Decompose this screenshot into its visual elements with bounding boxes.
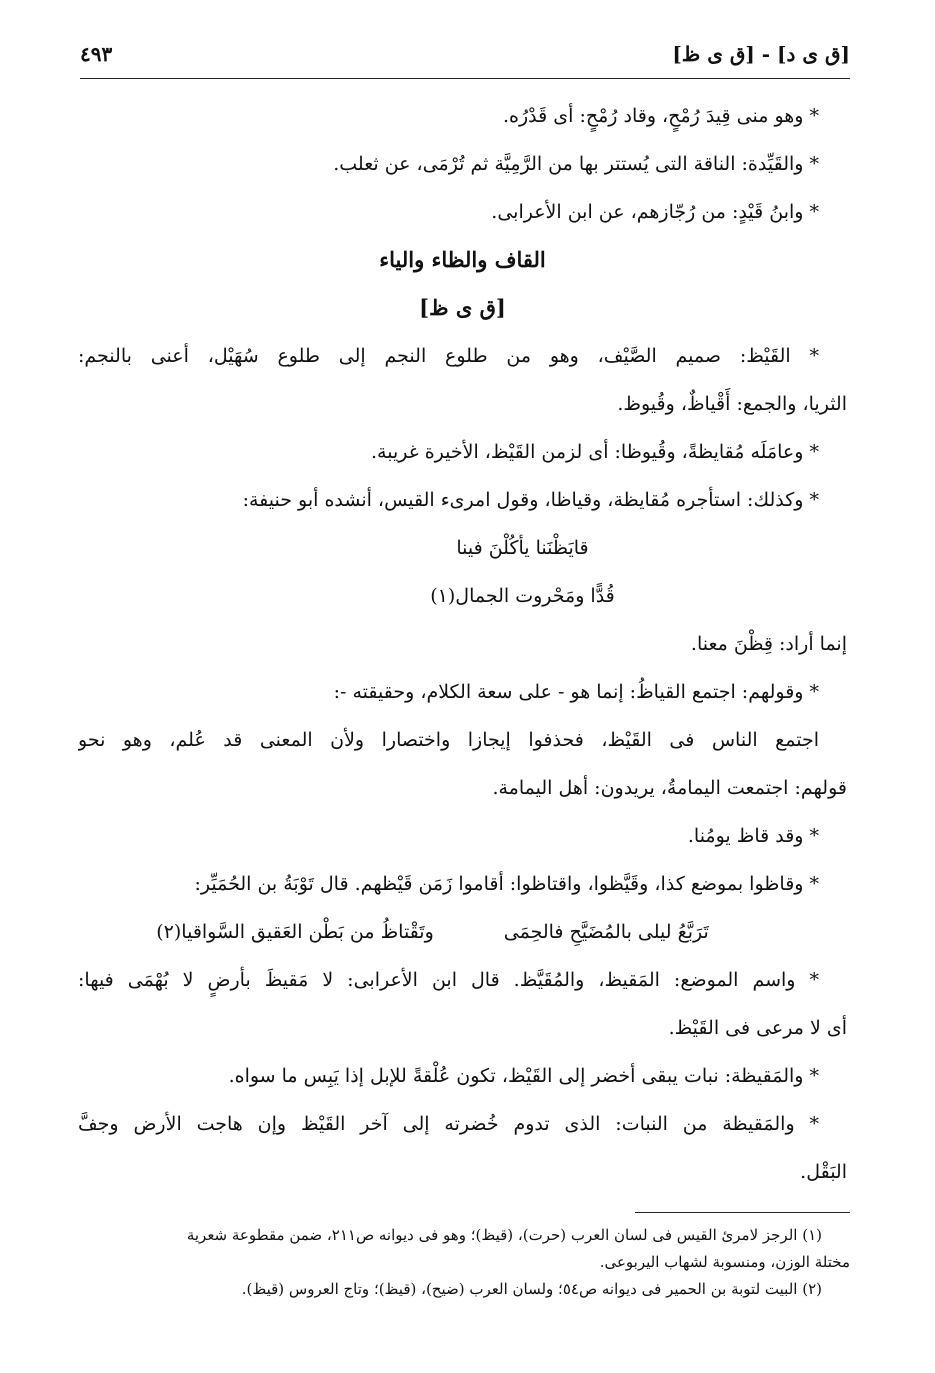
text-line: * والمَقيظة: نبات يبقى أخضر إلى القَيْظ، تكون عُلْقةً للإبل إذا يَبِس ما سواه. <box>228 1065 819 1087</box>
text-line: * وهو منى قِيدَ رُمْحٍ، وقاد رُمْحٍ: أى قَدْرُه. <box>502 105 819 127</box>
text-line: * والقَيِّدة: الناقة التى يُستتر بها من الرَّمِيَّة ثم تُرْمَى، عن ثعلب. <box>333 153 819 175</box>
verse-hemistich-second: وتَقْتاظُ من بَطْن العَقيق السَّواقيا(٢) <box>156 921 434 943</box>
text-line: الثريا، والجمع: أَقْياظٌ، وقُيوظ. <box>617 393 847 415</box>
section-title: القاف والظاء والياء <box>379 247 546 272</box>
text-line: أى لا مرعى فى القَيْظ. <box>668 1017 847 1039</box>
footnote-line: مختلة الوزن، ومنسوبة لشهاب اليربوعى. <box>599 1253 850 1271</box>
text-line: * وعامَلَه مُقايظةً، وقُيوظا: أى لزمن القَيْظ، الأخيرة غريبة. <box>370 441 819 463</box>
footnote-line: (١) الرجز لامرئ القيس فى لسان العرب (حرت)، (قيظ)؛ وهو فى ديوانه ص٢١١، ضمن مقطوعة شعرية <box>186 1226 822 1244</box>
main-text <box>78 92 847 1196</box>
text-line: * وقولهم: اجتمع القياظُ: إنما هو - على سعة الكلام، وحقيقته -: <box>333 681 819 703</box>
text-line: * واسم الموضع: المَقيظ، والمُقَيَّظ. قال ابن الأعرابى: لا مَقيظَ بأرضٍ لا بُهْمَى فيها: <box>78 969 819 991</box>
text-line: * والمَقيظة من النبات: الذى تدوم خُضرته إلى آخر القَيْظ وإن هاجت الأرض وجفَّ <box>78 1113 819 1135</box>
text-line: * وابنُ قَيْدٍ: من رُجّازهم، عن ابن الأعرابى. <box>491 201 819 223</box>
verse-line: قُدًّا ومَحْروت الجمال(١) <box>430 585 615 607</box>
text-line: * وقد قاظ يومُنا. <box>687 825 819 847</box>
verse-line: قايَظْنَنا يأكُلْنَ فينا <box>456 537 589 559</box>
text-line: قولهم: اجتمعت اليمامةُ، يريدون: أهل اليمامة. <box>492 777 847 799</box>
text-line: اجتمع الناس فى القَيْظ، فحذفوا إيجازا واختصارا ولأن المعنى قد عُلم، وهو نحو <box>78 729 819 751</box>
text-line: * القَيْظ: صميم الصَّيْف، وهو من طلوع النجم إلى طلوع سُهَيْل، أعنى بالنجم: <box>78 345 819 367</box>
entry-title: [ق ى ظ] <box>419 295 506 320</box>
running-head: [ق ى د] - [ق ى ظ] <box>672 42 850 66</box>
text-line: * وكذلك: استأجره مُقايظة، وقياظا، وقول امرىء القيس، أنشده أبو حنيفة: <box>242 489 819 511</box>
footnote-line: (٢) البيت لتوبة بن الحمير فى ديوانه ص٥٤؛ ولسان العرب (ضيح)، (قيظ)؛ وتاج العروس (قيظ). <box>241 1280 822 1298</box>
text-line: البَقْل. <box>800 1161 847 1183</box>
page-header <box>80 38 850 79</box>
verse-hemistich-first: تَرَبَّعُ ليلى بالمُضَيَّحِ فالحِمَى <box>503 921 709 943</box>
footnotes <box>78 1222 850 1303</box>
text-line: * وقاظوا بموضع كذا، وقَيَّظوا، واقتاظوا: أقاموا زَمَن قَيْظهم. قال تَوْبَةُ بن الحُمَيِّر: <box>194 873 819 895</box>
page-number: ٤٩٣ <box>80 42 113 66</box>
footnote-divider <box>635 1212 850 1213</box>
verse-couplet <box>78 908 847 956</box>
text-line: إنما أراد: قِظْنَ معنا. <box>690 633 847 655</box>
